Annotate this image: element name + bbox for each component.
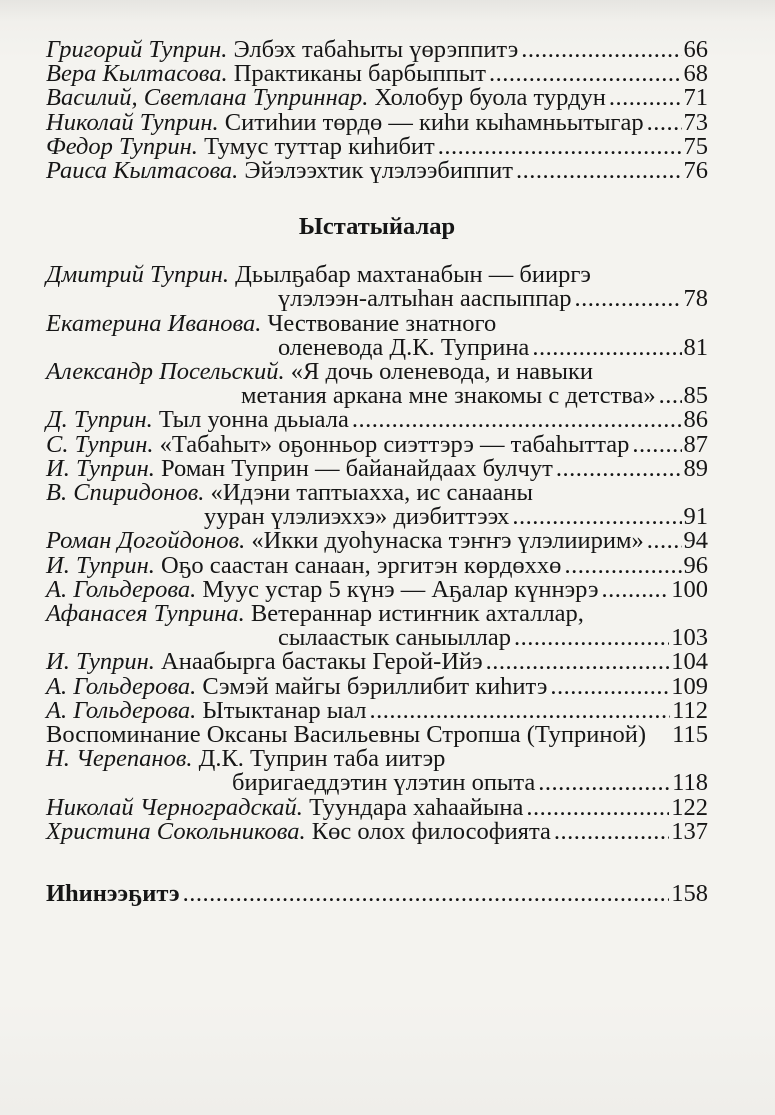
toc-entry [46, 481, 708, 529]
leader-dots [516, 159, 682, 183]
leader-dots [550, 675, 669, 699]
entry-page: 94 [683, 527, 708, 555]
toc-entry [46, 408, 708, 432]
leader-dots [574, 287, 681, 311]
entry-page: 87 [683, 430, 708, 458]
entry-title: Тыл уонна дьыала [158, 406, 349, 434]
entry-author: Федор Туприн. [46, 132, 198, 160]
entry-author: А. Гольдерова. [46, 575, 197, 603]
entry-page: 137 [671, 817, 708, 845]
entry-title-cont: метания аркана мне знакомы с детства» [241, 382, 656, 410]
entry-author: Николай Туприн. [46, 108, 219, 136]
entry-title-cont: сылаастык саныыллар [278, 624, 512, 652]
articles-list [46, 263, 708, 844]
entry-page: 81 [683, 333, 708, 361]
toc-entry [46, 132, 708, 160]
leader-dots [352, 408, 682, 432]
entry-title: Ветераннар истиҥник ахталлар, [250, 600, 584, 628]
toc-entry [46, 430, 708, 458]
toc-entry [46, 62, 708, 86]
leader-dots [514, 626, 669, 650]
entry-author: И. Туприн. [46, 551, 155, 579]
toc-entry [46, 108, 708, 136]
entry-page: 89 [683, 454, 708, 482]
toc-entry [46, 454, 708, 482]
entry-page: 91 [683, 503, 708, 531]
leader-dots [512, 505, 681, 529]
entry-page: 75 [683, 132, 708, 160]
entry-page: 73 [683, 108, 708, 136]
entry-title: Көс олох философията [311, 817, 551, 845]
entry-title-cont: оленевода Д.К. Туприна [278, 333, 530, 361]
entry-page: 118 [672, 769, 708, 797]
toc-entry [46, 360, 708, 408]
leader-dots [647, 111, 682, 135]
leader-dots [564, 554, 681, 578]
entry-title: «Идэни таптыахха, ис санааны [210, 479, 533, 507]
entry-title: Анаабырга бастакы Герой-Ийэ [161, 648, 483, 676]
entry-author: С. Туприн. [46, 430, 154, 458]
entry-page: 78 [683, 285, 708, 313]
toc-entry [46, 529, 708, 553]
leader-dots [556, 457, 682, 481]
entry-page: 66 [683, 36, 708, 63]
leader-dots [486, 650, 670, 674]
table-of-contents [46, 38, 708, 906]
entry-title: Воспоминание Оксаны Васильевны Стропша (Тупринoй) [46, 721, 647, 749]
entry-author: Раиса Кылтасова. [46, 157, 239, 185]
toc-entry [46, 650, 708, 674]
entry-page: 68 [683, 60, 708, 88]
leader-dots [647, 529, 682, 553]
leader-dots [632, 433, 681, 457]
leader-dots [609, 86, 682, 110]
leader-dots [526, 796, 669, 820]
leader-dots [183, 882, 670, 906]
entry-author: И. Туприн. [46, 648, 155, 676]
entry-title: Иһинээҕитэ [46, 880, 180, 908]
entry-page: 158 [671, 880, 708, 908]
entry-author: А. Гольдерова. [46, 672, 197, 700]
toc-final-entry [46, 882, 708, 906]
toc-entry [46, 86, 708, 110]
entry-title: «Икки дуоһунаска тэҥҥэ үлэлиирим» [251, 527, 644, 555]
entry-title-cont: ууран үлэлиэххэ» диэбиттээх [204, 503, 510, 531]
entry-author: А. Гольдерова. [46, 696, 197, 724]
entry-title: «Я дочь оленевода, и навыки [290, 358, 593, 386]
entry-title: Эйэлээхтик үлэлээбиппит [244, 157, 513, 185]
entry-title: Ытыктанар ыал [202, 696, 367, 724]
entry-title: Ситиһии төрдө — киһи кыһамньытыгар [224, 108, 644, 136]
leader-dots [489, 62, 682, 86]
entry-author: Афанасея Туприна. [46, 600, 245, 628]
toc-entry [46, 747, 708, 795]
entry-page: 96 [683, 551, 708, 579]
entry-author: Христина Сокольникова. [46, 817, 306, 845]
entry-title: Практиканы барбыппыт [233, 60, 486, 88]
toc-entry [46, 793, 708, 821]
toc-entry [46, 817, 708, 845]
entry-author: Дмитрий Туприн. [46, 261, 229, 289]
entry-author: Д. Туприн. [46, 406, 153, 434]
entry-title: Чествование знатного [267, 309, 497, 337]
entry-page: 122 [671, 793, 708, 821]
entry-page: 104 [671, 648, 708, 676]
entry-page: 76 [683, 157, 708, 185]
entry-author: Василий, Светлана Туприннар. [46, 84, 369, 112]
toc-entry [46, 723, 708, 747]
entry-title: «Табаһыт» оҕонньор сиэттэрэ — табаһыттар [159, 430, 630, 458]
entry-title: Тумус туттар киһибит [204, 132, 435, 160]
toc-entry [46, 575, 708, 603]
toc-entry [46, 38, 708, 62]
entry-title: Холобур буола турдун [374, 84, 606, 112]
leader-dots [538, 771, 670, 795]
entry-page: 100 [671, 575, 708, 603]
toc-entry [46, 159, 708, 183]
toc-entry [46, 263, 708, 311]
entry-title: Туундара хаһаайына [309, 793, 524, 821]
entry-title: Элбэх табаһыты үөрэппитэ [233, 36, 519, 63]
toc-entry [46, 602, 708, 650]
leader-dots [554, 820, 669, 844]
entry-page: 71 [683, 84, 708, 112]
entry-author: Екатерина Иванова. [46, 309, 262, 337]
entry-author: Александр Посельский. [46, 358, 285, 386]
entry-author: Николай Черноградскай. [46, 793, 303, 821]
leader-dots [602, 578, 670, 602]
toc-top-list [46, 38, 708, 183]
entry-title: Сэмэй майгы бэриллибит киһитэ [202, 672, 548, 700]
entry-title: Роман Туприн — байанайдаах булчут [161, 454, 553, 482]
toc-entry [46, 696, 708, 724]
leader-dots [438, 135, 682, 159]
leader-dots [532, 336, 681, 360]
entry-author: Григорий Туприн. [46, 36, 228, 63]
entry-title-cont: биригаеддэтин үлэтин опыта [232, 769, 536, 797]
entry-author: Н. Черепанов. [46, 745, 193, 773]
leader-dots [521, 38, 681, 62]
entry-title: Дьылҕабар махтанабын — бииргэ [235, 261, 591, 289]
toc-entry [46, 309, 708, 361]
entry-page: 85 [683, 382, 708, 410]
entry-author: Вера Кылтасова. [46, 60, 228, 88]
entry-page: 103 [671, 624, 708, 652]
entry-author: В. Спиридонов. [46, 479, 205, 507]
entry-page: 112 [672, 696, 708, 724]
entry-title: Оҕо саастан санаан, эргитэн көрдөххө [161, 551, 562, 579]
entry-title-cont: үлэлээн-алтыһан ааспыппар [278, 285, 572, 313]
entry-author: Роман Догойдонов. [46, 527, 246, 555]
leader-dots [370, 699, 671, 723]
entry-page: 115 [672, 721, 708, 749]
entry-author: И. Туприн. [46, 454, 155, 482]
toc-entry [46, 551, 708, 579]
entry-page: 109 [671, 672, 708, 700]
entry-page: 86 [683, 406, 708, 434]
leader-dots [659, 384, 682, 408]
toc-entry [46, 672, 708, 700]
section-heading: Ыстатыйалар [298, 213, 456, 241]
entry-title: Муус устар 5 күнэ — Аҕалар күннэрэ [202, 575, 599, 603]
entry-title: Д.К. Туприн таба иитэр [198, 745, 446, 773]
